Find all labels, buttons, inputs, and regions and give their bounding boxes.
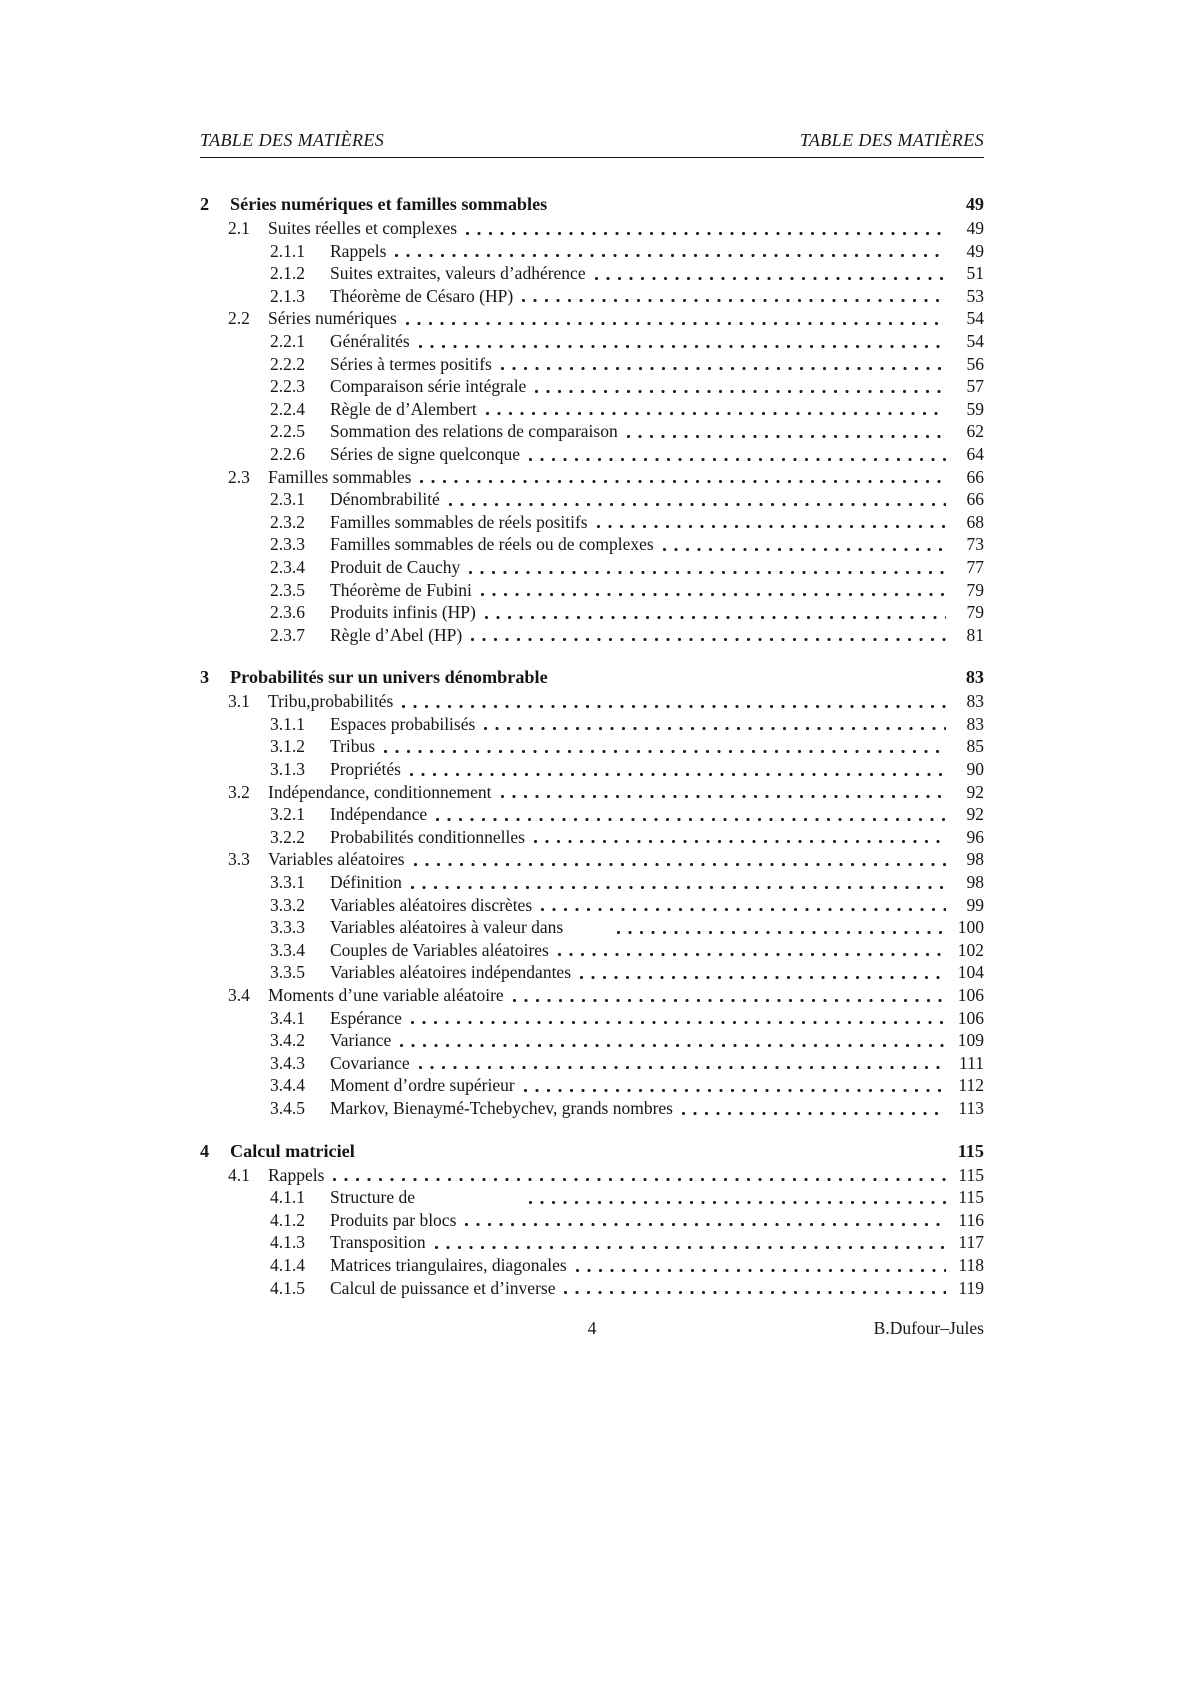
toc-entry bbox=[200, 556, 984, 579]
toc-entry bbox=[200, 307, 984, 330]
toc-entry-page: 53 bbox=[966, 285, 984, 306]
dot-leader bbox=[333, 1178, 946, 1181]
toc-entry-page: 102 bbox=[957, 939, 984, 960]
toc-entry-number: 2.3 bbox=[228, 466, 250, 487]
toc-entry-title: Familles sommables de réels ou de complexes bbox=[330, 534, 654, 555]
toc-entry-title: Généralités bbox=[330, 330, 410, 351]
toc-entry bbox=[200, 1254, 984, 1277]
toc-entry-page: 56 bbox=[966, 353, 984, 374]
dot-leader bbox=[484, 727, 946, 730]
toc-entry-title: Moments d’une variable aléatoire bbox=[268, 985, 504, 1005]
toc-entry bbox=[200, 735, 984, 758]
toc-entry-title: Théorème de Césaro (HP) bbox=[330, 285, 514, 306]
toc-entry-page: 49 bbox=[966, 218, 984, 238]
dot-leader bbox=[471, 638, 946, 641]
toc-entry-number: 2.3.3 bbox=[270, 534, 305, 555]
toc-entry-title: Variables aléatoires discrètes bbox=[330, 894, 533, 915]
toc-entry-page: 83 bbox=[966, 713, 984, 734]
toc-entry-title: Définition bbox=[330, 872, 402, 893]
dot-leader bbox=[529, 1201, 946, 1204]
toc-entry-title: Espaces probabilisés bbox=[330, 713, 476, 734]
toc-entry-title: Produits par blocs bbox=[330, 1209, 457, 1230]
dot-leader bbox=[395, 254, 946, 257]
toc-entry-page: 66 bbox=[966, 489, 984, 510]
toc-entry bbox=[200, 420, 984, 443]
toc-entry-number: 3.2.2 bbox=[270, 826, 305, 847]
toc-entry-number: 2.3.2 bbox=[270, 511, 305, 532]
toc-entry-number: 2.1.2 bbox=[270, 263, 305, 284]
dot-leader bbox=[410, 773, 946, 776]
dot-leader bbox=[557, 682, 946, 685]
toc-entry-page: 96 bbox=[966, 826, 984, 847]
toc-entry-title: Tribus bbox=[330, 736, 376, 757]
toc-entry-page: 83 bbox=[966, 691, 984, 712]
running-head-right: TABLE DES MATIÈRES bbox=[799, 130, 984, 150]
toc-entry-title: Familles sommables de réels positifs bbox=[330, 511, 588, 532]
dot-leader bbox=[419, 1066, 946, 1069]
dot-leader bbox=[558, 953, 946, 956]
toc-entry-title: Produits infinis (HP) bbox=[330, 602, 476, 623]
toc-entry-number: 3.3 bbox=[228, 849, 250, 870]
toc-entry-title: Variance bbox=[330, 1030, 392, 1051]
toc-entry-number: 3.2.1 bbox=[270, 804, 305, 825]
dot-leader bbox=[597, 525, 946, 528]
toc-entry-title: Rappels bbox=[268, 1164, 325, 1185]
toc-entry-number: 3.4.4 bbox=[270, 1075, 305, 1096]
dot-leader bbox=[576, 1269, 946, 1272]
toc-entry-number: 2.2.2 bbox=[270, 353, 305, 374]
toc-entry-page: 104 bbox=[957, 962, 984, 983]
dot-leader bbox=[595, 277, 946, 280]
toc-entry-page: 68 bbox=[966, 511, 984, 532]
toc-entry-page: 109 bbox=[957, 1030, 984, 1051]
toc-entry-number: 3.3.2 bbox=[270, 894, 305, 915]
toc-entry-page: 81 bbox=[966, 624, 984, 645]
toc-entry bbox=[200, 984, 984, 1007]
dot-leader bbox=[449, 503, 946, 506]
toc-entry-page: 98 bbox=[966, 849, 984, 870]
toc-entry-page: 77 bbox=[966, 556, 984, 577]
toc-entry bbox=[200, 624, 984, 647]
toc-entry-title: Rappels bbox=[330, 240, 387, 261]
dot-leader bbox=[411, 1021, 946, 1024]
toc-entry-number: 3.3.4 bbox=[270, 939, 305, 960]
toc-entry-number: 3.3.3 bbox=[270, 917, 305, 938]
toc-entry bbox=[200, 192, 984, 217]
toc-entry bbox=[200, 939, 984, 962]
toc-entry bbox=[200, 1074, 984, 1097]
dot-leader bbox=[420, 480, 946, 483]
toc-entry-title: Matrices triangulaires, diagonales bbox=[330, 1254, 567, 1275]
toc-entry bbox=[200, 1209, 984, 1232]
toc-entry bbox=[200, 330, 984, 353]
toc-entry-number: 3.3.1 bbox=[270, 872, 305, 893]
toc-entry-page: 73 bbox=[966, 534, 984, 555]
dot-leader bbox=[419, 345, 946, 348]
toc-entry-page: 92 bbox=[966, 781, 984, 802]
toc-entry bbox=[200, 1164, 984, 1187]
dot-leader bbox=[541, 908, 946, 911]
toc-entry-page: 115 bbox=[957, 1140, 984, 1161]
toc-entry-page: 62 bbox=[966, 421, 984, 442]
toc-entry-page: 112 bbox=[958, 1075, 984, 1096]
toc-entry-number: 2.3.7 bbox=[270, 624, 305, 645]
dot-leader bbox=[436, 818, 946, 821]
toc-entry-title: Variables aléatoires indépendantes bbox=[330, 962, 572, 983]
dot-leader bbox=[466, 232, 946, 235]
toc-entry bbox=[200, 375, 984, 398]
page-content bbox=[200, 130, 984, 1299]
dot-leader bbox=[384, 750, 946, 753]
toc-entry bbox=[200, 285, 984, 308]
toc-entry-page: 54 bbox=[966, 330, 984, 351]
toc-entry bbox=[200, 713, 984, 736]
dot-leader bbox=[501, 795, 946, 798]
toc-entry-number: 4.1.3 bbox=[270, 1232, 305, 1253]
toc-entry-page: 85 bbox=[966, 736, 984, 757]
toc-entry-number: 2.2.5 bbox=[270, 421, 305, 442]
toc-entry-number: 3 bbox=[200, 667, 210, 688]
dot-leader bbox=[524, 1089, 946, 1092]
toc-entry-number: 3.4 bbox=[228, 985, 250, 1005]
toc-entry-title: Règle de d’Alembert bbox=[330, 398, 477, 419]
dot-leader bbox=[556, 209, 946, 212]
dot-leader bbox=[529, 458, 946, 461]
dot-leader bbox=[465, 1223, 946, 1226]
toc-entry-page: 64 bbox=[966, 443, 984, 464]
toc-entry-title: Séries numériques bbox=[268, 308, 397, 329]
toc-entry-title: Indépendance, conditionnement bbox=[268, 781, 492, 802]
toc-entry-number: 3.4.1 bbox=[270, 1007, 305, 1028]
toc-entry bbox=[200, 466, 984, 489]
toc-entry-title: Suites extraites, valeurs d’adhérence bbox=[330, 263, 586, 284]
toc-entry-number: 2.3.1 bbox=[270, 489, 305, 510]
toc-entry-page: 57 bbox=[966, 376, 984, 397]
toc-entry bbox=[200, 353, 984, 376]
toc-entry-number: 3.1.2 bbox=[270, 736, 305, 757]
toc-entry-number: 3.1.3 bbox=[270, 759, 305, 780]
toc-entry-title: Théorème de Fubini bbox=[330, 579, 472, 600]
toc-entry bbox=[200, 1139, 984, 1164]
toc-entry-title: Calcul matriciel bbox=[230, 1140, 355, 1161]
toc-entry-number: 2.2.1 bbox=[270, 330, 305, 351]
toc-entry-page: 49 bbox=[966, 240, 984, 261]
toc-entry-page: 113 bbox=[958, 1097, 984, 1118]
toc-entry-title: Produit de Cauchy bbox=[330, 556, 461, 577]
toc-entry bbox=[200, 690, 984, 713]
toc-entry-page: 79 bbox=[966, 602, 984, 623]
toc-entry-title: Séries de signe quelconque bbox=[330, 443, 521, 464]
dot-leader bbox=[485, 616, 946, 619]
dot-leader bbox=[435, 1246, 946, 1249]
toc-entry bbox=[200, 803, 984, 826]
toc-entry-page: 51 bbox=[966, 263, 984, 284]
toc-entry-page: 116 bbox=[958, 1209, 984, 1230]
toc-entry-number: 2.1.1 bbox=[270, 240, 305, 261]
toc-entry bbox=[200, 848, 984, 871]
toc-entry-number: 2.3.6 bbox=[270, 602, 305, 623]
toc-entry-page: 100 bbox=[957, 917, 984, 938]
toc-entry bbox=[200, 826, 984, 849]
toc-entry bbox=[200, 1231, 984, 1254]
toc-entry-title: Dénombrabilité bbox=[330, 489, 440, 510]
toc-entry-number: 3.4.3 bbox=[270, 1052, 305, 1073]
toc-entry-page: 59 bbox=[966, 398, 984, 419]
toc-entry-number: 2.2.3 bbox=[270, 376, 305, 397]
dot-leader bbox=[627, 435, 946, 438]
toc-entry bbox=[200, 961, 984, 984]
toc-entry-title: Variables aléatoires à valeur dans bbox=[330, 917, 564, 938]
toc-entry bbox=[200, 579, 984, 602]
running-head bbox=[200, 130, 984, 158]
toc-entry-title: Structure de bbox=[330, 1187, 416, 1208]
dot-leader bbox=[535, 390, 946, 393]
toc-entry bbox=[200, 217, 984, 240]
toc-entry-title: Moment d’ordre supérieur bbox=[330, 1075, 515, 1096]
toc-entry-page: 115 bbox=[958, 1187, 984, 1208]
toc-entry-number: 4 bbox=[200, 1140, 210, 1161]
dot-leader bbox=[564, 1291, 946, 1294]
toc-entry bbox=[200, 601, 984, 624]
toc-entry bbox=[200, 894, 984, 917]
toc-entry-number: 4.1 bbox=[228, 1164, 250, 1185]
toc-entry-page: 119 bbox=[958, 1277, 984, 1298]
toc-entry-page: 49 bbox=[965, 194, 984, 214]
toc-entry-title: Suites réelles et complexes bbox=[268, 218, 458, 238]
dot-leader bbox=[406, 322, 946, 325]
dot-leader bbox=[501, 367, 946, 370]
toc-entry bbox=[200, 871, 984, 894]
toc-entry-title: Règle d’Abel (HP) bbox=[330, 624, 463, 645]
running-head-left: TABLE DES MATIÈRES bbox=[200, 130, 385, 150]
toc-entry bbox=[200, 758, 984, 781]
toc-entry-number: 2.2.6 bbox=[270, 443, 305, 464]
toc-entry-page: 90 bbox=[966, 759, 984, 780]
toc-entry bbox=[200, 398, 984, 421]
dot-leader bbox=[400, 1044, 946, 1047]
toc-entry bbox=[200, 781, 984, 804]
toc-entry-number: 4.1.1 bbox=[270, 1187, 305, 1208]
toc-entry bbox=[200, 1186, 984, 1209]
toc-entry-number: 2.3.4 bbox=[270, 556, 305, 577]
dot-leader bbox=[414, 863, 946, 866]
dot-leader bbox=[481, 593, 946, 596]
toc-entry-number: 3.4.5 bbox=[270, 1097, 305, 1118]
toc-entry-title: Comparaison série intégrale bbox=[330, 376, 527, 397]
toc-entry-page: 98 bbox=[966, 872, 984, 893]
footer bbox=[200, 1318, 984, 1342]
dot-leader bbox=[402, 705, 946, 708]
toc-entry-title: Markov, Bienaymé-Tchebychev, grands nombres bbox=[330, 1097, 673, 1118]
toc-entry-title: Covariance bbox=[330, 1052, 410, 1073]
toc-entry-title: Variables aléatoires bbox=[268, 849, 405, 870]
toc-entry-title: Espérance bbox=[330, 1007, 402, 1028]
footer-author: B.Dufour–Jules bbox=[873, 1318, 984, 1338]
toc-entry-title: Tribu,probabilités bbox=[268, 691, 394, 712]
toc-entry bbox=[200, 240, 984, 263]
toc-entry-title: Transposition bbox=[330, 1232, 426, 1253]
toc-entry-number: 4.1.4 bbox=[270, 1254, 305, 1275]
toc-entry bbox=[200, 488, 984, 511]
toc-entry bbox=[200, 1029, 984, 1052]
toc-entry-title: Sommation des relations de comparaison bbox=[330, 421, 618, 442]
dot-leader bbox=[682, 1112, 946, 1115]
toc-entry-title: Familles sommables bbox=[268, 466, 412, 487]
dot-leader bbox=[534, 840, 946, 843]
toc-entry-number: 4.1.2 bbox=[270, 1209, 305, 1230]
toc-entry-number: 2.2.4 bbox=[270, 398, 305, 419]
toc-entry-title: Calcul de puissance et d’inverse bbox=[330, 1277, 556, 1298]
dot-leader bbox=[580, 976, 946, 979]
dot-leader bbox=[663, 548, 946, 551]
toc-entry bbox=[200, 665, 984, 690]
toc-entry bbox=[200, 1052, 984, 1075]
toc-entry-title: Propriétés bbox=[330, 759, 401, 780]
toc-entry-page: 66 bbox=[966, 466, 984, 487]
toc-entry bbox=[200, 443, 984, 466]
toc-entry-number: 2.1.3 bbox=[270, 285, 305, 306]
toc-entry-page: 118 bbox=[958, 1254, 984, 1275]
toc-entry-page: 83 bbox=[965, 667, 984, 688]
toc-entry-number: 3.4.2 bbox=[270, 1030, 305, 1051]
toc-entry-page: 106 bbox=[957, 985, 984, 1005]
toc-entry-number: 2.3.5 bbox=[270, 579, 305, 600]
toc-entry-number: 3.3.5 bbox=[270, 962, 305, 983]
dot-leader bbox=[522, 299, 946, 302]
toc-entry-page: 111 bbox=[959, 1052, 984, 1073]
toc-entry-page: 99 bbox=[966, 894, 984, 915]
toc-entry bbox=[200, 533, 984, 556]
toc-entry-title: Couples de Variables aléatoires bbox=[330, 939, 549, 960]
toc-entry-number: 3.2 bbox=[228, 781, 250, 802]
toc-entry-number: 2 bbox=[200, 194, 210, 214]
dot-leader bbox=[486, 412, 946, 415]
toc-entry bbox=[200, 916, 984, 939]
dot-leader bbox=[617, 931, 946, 934]
toc-entry-number: 4.1.5 bbox=[270, 1277, 305, 1298]
toc-entry-page: 79 bbox=[966, 579, 984, 600]
toc-entry-number: 2.2 bbox=[228, 308, 250, 329]
dot-leader bbox=[411, 886, 946, 889]
dot-leader bbox=[364, 1156, 946, 1159]
toc-entry-page: 54 bbox=[966, 308, 984, 329]
toc-entry bbox=[200, 511, 984, 534]
toc-entry bbox=[200, 1097, 984, 1120]
toc-entry-page: 106 bbox=[957, 1007, 984, 1028]
toc-entry-page: 117 bbox=[958, 1232, 984, 1253]
toc-entry-title: Probabilités sur un univers dénombrable bbox=[230, 667, 548, 688]
toc-entry bbox=[200, 1007, 984, 1030]
toc-entry-page: 115 bbox=[958, 1164, 984, 1185]
toc-entry-title: Indépendance bbox=[330, 804, 428, 825]
dot-leader bbox=[513, 999, 946, 1002]
toc-entry-number: 3.1.1 bbox=[270, 713, 305, 734]
toc-entry-number: 3.1 bbox=[228, 691, 250, 712]
toc-entry bbox=[200, 1277, 984, 1300]
toc-entry-title: Séries à termes positifs bbox=[330, 353, 492, 374]
toc-list bbox=[200, 192, 984, 1299]
toc-entry-title: Probabilités conditionnelles bbox=[330, 826, 525, 847]
dot-leader bbox=[469, 571, 946, 574]
toc-entry-number: 2.1 bbox=[228, 218, 250, 238]
toc-entry bbox=[200, 262, 984, 285]
toc-entry-title: Séries numériques et familles sommables bbox=[230, 194, 548, 214]
toc-entry-page: 92 bbox=[966, 804, 984, 825]
footer-page-number: 4 bbox=[587, 1318, 597, 1338]
